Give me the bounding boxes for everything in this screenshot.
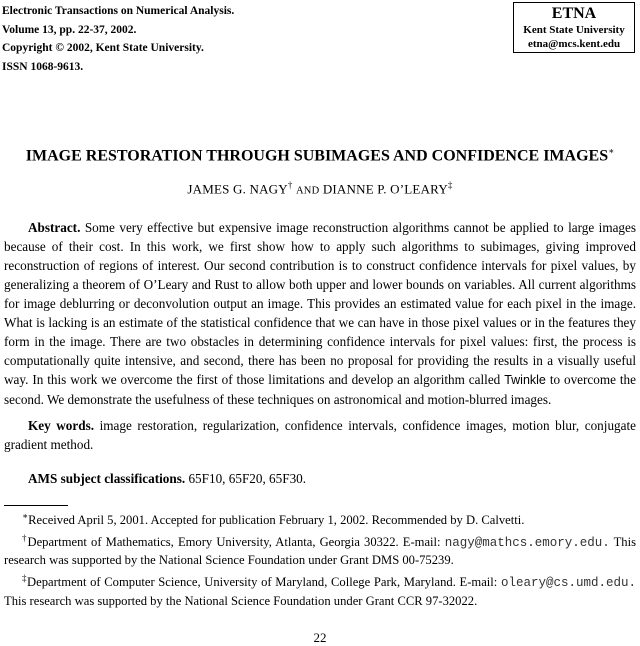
journal-issn: ISSN 1068-9613.: [2, 60, 84, 73]
footnote2-mark: †: [22, 532, 28, 543]
page-number: 22: [313, 630, 327, 645]
paper-title-text: IMAGE RESTORATION THROUGH SUBIMAGES AND CONFIDENCE IMAGES: [25, 147, 609, 165]
abstract: [4, 218, 636, 409]
authors: [0, 180, 640, 197]
ams-label: AMS subject classifications.: [28, 471, 186, 486]
footnote1-text: Received April 5, 2001. Accepted for publication February 1, 2002. Recommended by D. Calvetti.: [28, 513, 525, 528]
oleary-email-link[interactable]: oleary@cs.umd.edu.: [500, 576, 636, 591]
footnote3-text-end: This research was supported by the National Science Foundation under Grant CCR 97-32022.: [4, 593, 478, 608]
authors-and: AND: [296, 185, 320, 197]
footnote2-text: Department of Mathematics, Emory University, Atlanta, Georgia 30322. E-mail:: [27, 534, 441, 549]
etna-email: etna@mcs.kent.edu: [527, 38, 621, 50]
keywords-text: image restoration, regularization, confidence intervals, confidence images, motion blur, conjugate gradient method.: [4, 418, 637, 452]
footnote-nagy: [4, 530, 636, 570]
author1-footnote-mark: †: [287, 180, 293, 190]
keywords-label: Key words.: [28, 418, 95, 433]
author-nagy: JAMES G. NAGY: [187, 181, 288, 197]
etna-university: Kent State University: [523, 24, 625, 36]
footnote1-mark: ∗: [22, 511, 29, 521]
keywords: [4, 416, 636, 454]
journal-volume: Volume 13, pp. 22-37, 2002.: [2, 23, 137, 36]
footnote-rule: [4, 505, 68, 506]
abstract-text-end: to overcome the second. We demonstrate the usefulness of these techniques on astronomical and motion-blurred images.: [4, 372, 637, 407]
footnote-received: [4, 508, 636, 530]
journal-copyright: Copyright © 2002, Kent State University.: [2, 42, 204, 54]
abstract-label: Abstract.: [28, 220, 81, 235]
footnote3-text: Department of Computer Science, University of Maryland, College Park, Maryland. E-mail:: [27, 575, 498, 590]
footnote3-mark: ‡: [22, 572, 28, 583]
footnotes: [4, 508, 636, 610]
ams-classifications: [28, 469, 306, 488]
etna-title: ETNA: [551, 5, 597, 22]
journal-name: Electronic Transactions on Numerical Analysis.: [2, 5, 235, 17]
etna-box: [513, 2, 635, 53]
footnote-oleary: [4, 570, 636, 610]
ams-text: 65F10, 65F20, 65F30.: [188, 471, 307, 486]
title-footnote-mark: ∗: [608, 146, 615, 156]
paper-title: [0, 146, 640, 165]
author-oleary: DIANNE P. O’LEARY: [322, 181, 448, 197]
nagy-email-link[interactable]: nagy@mathcs.emory.edu.: [444, 535, 610, 550]
journal-header: [2, 2, 234, 76]
abstract-text: Some very effective but expensive image reconstruction algorithms cannot be applied to large images because of their cost. In this work, we first show how to apply such algorithms to subimages, giving improved reconstruction of regions of interest. Our second contribution is to construct confidence intervals for pixel values, by generalizing a theorem of O’Leary and Rust to allow both upper and lower bounds on variables. All current algorithms for image deblurring or deconvolution output an image. This provides an estimated value for each pixel in the image. What is lacking is an estimate of the statistical confidence that we can have in those pixel values or in the features they form in the image. There are two obstacles in determining confidence intervals for pixel values: first, the process is computationally quite intensive, and second, there has been no proposal for providing the results in a visually useful way. In this work we overcome the first of those limitations and develop an algorithm called: [4, 220, 637, 387]
author2-footnote-mark: ‡: [447, 180, 453, 190]
twinkle-software-name: Twinkle: [504, 373, 546, 387]
footnote2-text-end: This research was supported by the National Science Foundation under Grant DMS 00-75239.: [4, 534, 636, 568]
